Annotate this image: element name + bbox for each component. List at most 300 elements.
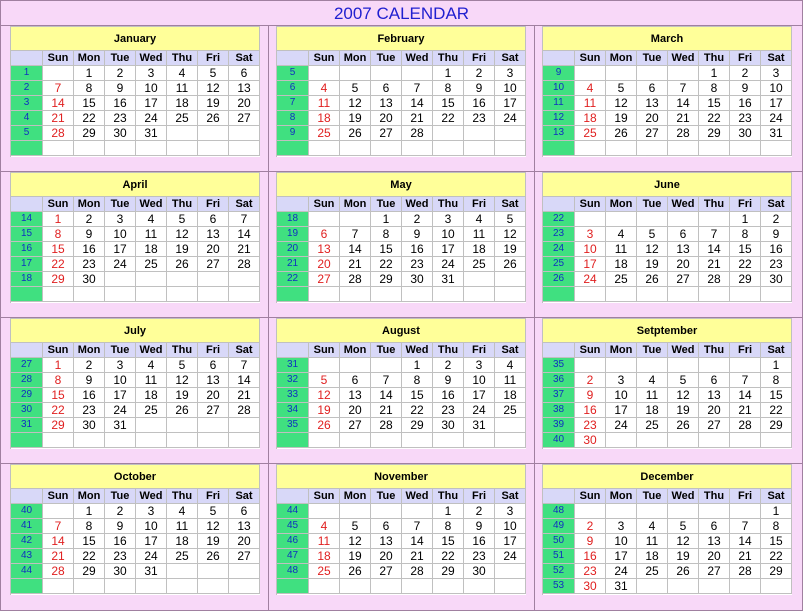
week-number: 32 (277, 373, 309, 388)
weekday-header-thu: Thu (167, 51, 198, 66)
weekday-header-sat: Sat (495, 51, 526, 66)
month-december (542, 464, 792, 595)
weekday-header-mon: Mon (606, 197, 637, 212)
day-cell: 8 (730, 227, 761, 242)
day-cell: 17 (464, 388, 495, 403)
day-cell: 5 (637, 227, 668, 242)
day-cell: 7 (43, 81, 74, 96)
empty-day-cell (606, 433, 637, 448)
day-cell: 23 (575, 564, 606, 579)
day-cell: 5 (495, 212, 526, 227)
day-cell: 18 (136, 242, 167, 257)
empty-day-cell (668, 433, 699, 448)
day-cell: 2 (74, 212, 105, 227)
day-cell: 15 (74, 534, 105, 549)
day-cell: 4 (309, 81, 340, 96)
day-cell: 14 (402, 96, 433, 111)
month-july (10, 318, 260, 449)
weekday-header-sun: Sun (309, 343, 340, 358)
weekday-header-wed: Wed (668, 343, 699, 358)
day-cell: 8 (74, 519, 105, 534)
empty-day-cell (309, 287, 340, 302)
day-cell: 29 (371, 272, 402, 287)
weekday-header-tue: Tue (371, 489, 402, 504)
day-cell: 13 (637, 96, 668, 111)
week-number (277, 433, 309, 448)
day-cell: 27 (699, 418, 730, 433)
week-number: 9 (543, 66, 575, 81)
day-cell: 26 (668, 418, 699, 433)
day-cell: 22 (433, 549, 464, 564)
weekday-header-sat: Sat (495, 343, 526, 358)
day-cell: 15 (74, 96, 105, 111)
day-cell: 31 (136, 126, 167, 141)
empty-day-cell (198, 564, 229, 579)
week-header-blank (11, 197, 43, 212)
day-cell: 10 (495, 81, 526, 96)
week-number: 22 (277, 272, 309, 287)
day-cell: 18 (464, 242, 495, 257)
empty-day-cell (43, 287, 74, 302)
week-header-blank (543, 197, 575, 212)
day-cell: 4 (167, 504, 198, 519)
day-cell: 2 (730, 66, 761, 81)
day-cell: 31 (606, 579, 637, 594)
empty-day-cell (340, 141, 371, 156)
day-cell: 9 (74, 227, 105, 242)
day-cell: 4 (136, 212, 167, 227)
day-cell: 22 (74, 549, 105, 564)
day-cell: 11 (136, 373, 167, 388)
day-cell: 31 (136, 564, 167, 579)
day-cell: 23 (105, 111, 136, 126)
week-number: 51 (543, 549, 575, 564)
day-cell: 19 (340, 549, 371, 564)
empty-day-cell (167, 272, 198, 287)
empty-day-cell (167, 433, 198, 448)
weekday-header-wed: Wed (136, 343, 167, 358)
day-cell: 20 (371, 111, 402, 126)
empty-day-cell (699, 504, 730, 519)
day-cell: 12 (340, 534, 371, 549)
empty-day-cell (699, 287, 730, 302)
day-cell: 5 (167, 212, 198, 227)
empty-day-cell (575, 287, 606, 302)
day-cell: 24 (433, 257, 464, 272)
week-number: 43 (11, 549, 43, 564)
day-cell: 21 (43, 111, 74, 126)
month-setptember (542, 318, 792, 449)
week-header-blank (277, 197, 309, 212)
empty-day-cell (371, 66, 402, 81)
day-cell: 30 (575, 579, 606, 594)
week-number: 47 (277, 549, 309, 564)
day-cell: 2 (74, 358, 105, 373)
day-cell: 30 (402, 272, 433, 287)
week-header-blank (277, 489, 309, 504)
week-number: 40 (11, 504, 43, 519)
day-cell: 28 (229, 257, 260, 272)
day-cell: 6 (340, 373, 371, 388)
empty-day-cell (136, 433, 167, 448)
empty-day-cell (637, 504, 668, 519)
week-number: 11 (543, 96, 575, 111)
day-cell: 1 (761, 504, 792, 519)
month-title: March (543, 27, 792, 51)
weekday-header-thu: Thu (167, 489, 198, 504)
day-cell: 12 (198, 81, 229, 96)
day-cell: 7 (699, 227, 730, 242)
month-title: June (543, 173, 792, 197)
empty-day-cell (229, 287, 260, 302)
day-cell: 10 (105, 227, 136, 242)
day-cell: 31 (761, 126, 792, 141)
day-cell: 12 (637, 242, 668, 257)
day-cell: 27 (198, 257, 229, 272)
day-cell: 6 (198, 212, 229, 227)
day-cell: 18 (167, 96, 198, 111)
weekday-header-thu: Thu (167, 197, 198, 212)
month-title: October (11, 465, 260, 489)
day-cell: 1 (433, 504, 464, 519)
day-cell: 27 (229, 549, 260, 564)
day-cell: 17 (606, 549, 637, 564)
day-cell: 3 (575, 227, 606, 242)
day-cell: 1 (43, 358, 74, 373)
day-cell: 6 (699, 373, 730, 388)
day-cell: 18 (606, 257, 637, 272)
day-cell: 16 (74, 388, 105, 403)
day-cell: 4 (309, 519, 340, 534)
day-cell: 8 (433, 81, 464, 96)
weekday-header-thu: Thu (433, 197, 464, 212)
day-cell: 8 (371, 227, 402, 242)
day-cell: 17 (136, 96, 167, 111)
day-cell: 5 (668, 519, 699, 534)
empty-day-cell (43, 579, 74, 594)
day-cell: 21 (229, 242, 260, 257)
month-title: April (11, 173, 260, 197)
day-cell: 16 (464, 96, 495, 111)
empty-day-cell (74, 433, 105, 448)
empty-day-cell (340, 212, 371, 227)
day-cell: 23 (74, 403, 105, 418)
day-cell: 6 (637, 81, 668, 96)
empty-day-cell (761, 287, 792, 302)
empty-day-cell (136, 272, 167, 287)
day-cell: 11 (136, 227, 167, 242)
day-cell: 8 (402, 373, 433, 388)
day-cell: 9 (464, 519, 495, 534)
day-cell: 21 (402, 111, 433, 126)
day-cell: 27 (309, 272, 340, 287)
empty-day-cell (699, 433, 730, 448)
day-cell: 18 (495, 388, 526, 403)
empty-day-cell (371, 141, 402, 156)
day-cell: 22 (43, 403, 74, 418)
empty-day-cell (730, 358, 761, 373)
day-cell: 11 (167, 81, 198, 96)
empty-day-cell (229, 272, 260, 287)
day-cell: 22 (74, 111, 105, 126)
weekday-header-sun: Sun (309, 197, 340, 212)
empty-day-cell (606, 141, 637, 156)
day-cell: 25 (136, 403, 167, 418)
empty-day-cell (637, 212, 668, 227)
weekday-header-sun: Sun (309, 489, 340, 504)
empty-day-cell (606, 358, 637, 373)
weekday-header-sat: Sat (495, 197, 526, 212)
weekday-header-sat: Sat (761, 489, 792, 504)
day-cell: 27 (637, 126, 668, 141)
weekday-header-mon: Mon (606, 489, 637, 504)
day-cell: 18 (309, 549, 340, 564)
week-number (277, 287, 309, 302)
day-cell: 21 (229, 388, 260, 403)
day-cell: 20 (699, 403, 730, 418)
weekday-header-sun: Sun (575, 489, 606, 504)
day-cell: 10 (606, 534, 637, 549)
day-cell: 5 (606, 81, 637, 96)
day-cell: 20 (699, 549, 730, 564)
day-cell: 12 (198, 519, 229, 534)
day-cell: 13 (309, 242, 340, 257)
weekday-header-fri: Fri (730, 343, 761, 358)
empty-day-cell (340, 287, 371, 302)
day-cell: 28 (402, 126, 433, 141)
week-number: 39 (543, 418, 575, 433)
empty-day-cell (229, 564, 260, 579)
day-cell: 14 (668, 96, 699, 111)
empty-day-cell (637, 579, 668, 594)
empty-day-cell (371, 358, 402, 373)
weekday-header-sun: Sun (309, 51, 340, 66)
weekday-header-mon: Mon (74, 197, 105, 212)
weekday-header-fri: Fri (730, 51, 761, 66)
empty-day-cell (340, 433, 371, 448)
day-cell: 23 (464, 549, 495, 564)
day-cell: 28 (730, 418, 761, 433)
day-cell: 30 (105, 564, 136, 579)
weekday-header-thu: Thu (699, 343, 730, 358)
day-cell: 17 (105, 388, 136, 403)
weekday-header-tue: Tue (105, 343, 136, 358)
week-number (11, 287, 43, 302)
weekday-header-wed: Wed (668, 51, 699, 66)
day-cell: 1 (74, 504, 105, 519)
day-cell: 19 (340, 111, 371, 126)
month-november (276, 464, 526, 595)
empty-day-cell (229, 141, 260, 156)
day-cell: 19 (668, 403, 699, 418)
empty-day-cell (167, 126, 198, 141)
day-cell: 15 (433, 534, 464, 549)
empty-day-cell (309, 141, 340, 156)
day-cell: 12 (495, 227, 526, 242)
empty-day-cell (198, 287, 229, 302)
day-cell: 10 (433, 227, 464, 242)
day-cell: 13 (198, 373, 229, 388)
weekday-header-thu: Thu (433, 51, 464, 66)
week-number: 4 (11, 111, 43, 126)
day-cell: 14 (43, 534, 74, 549)
day-cell: 13 (668, 242, 699, 257)
weekday-header-thu: Thu (699, 197, 730, 212)
week-number: 23 (543, 227, 575, 242)
empty-day-cell (668, 66, 699, 81)
day-cell: 16 (433, 388, 464, 403)
day-cell: 15 (761, 534, 792, 549)
day-cell: 6 (699, 519, 730, 534)
week-header-blank (277, 51, 309, 66)
day-cell: 25 (167, 549, 198, 564)
weekday-header-sun: Sun (43, 51, 74, 66)
day-cell: 28 (402, 564, 433, 579)
weekday-header-thu: Thu (699, 51, 730, 66)
day-cell: 11 (464, 227, 495, 242)
day-cell: 23 (402, 257, 433, 272)
day-cell: 3 (105, 358, 136, 373)
empty-day-cell (136, 287, 167, 302)
day-cell: 8 (433, 519, 464, 534)
day-cell: 1 (402, 358, 433, 373)
day-cell: 28 (730, 564, 761, 579)
empty-day-cell (761, 433, 792, 448)
day-cell: 26 (668, 564, 699, 579)
empty-day-cell (495, 433, 526, 448)
day-cell: 20 (229, 534, 260, 549)
empty-day-cell (668, 358, 699, 373)
empty-day-cell (74, 579, 105, 594)
day-cell: 22 (699, 111, 730, 126)
empty-day-cell (464, 287, 495, 302)
day-cell: 24 (464, 403, 495, 418)
weekday-header-wed: Wed (402, 51, 433, 66)
day-cell: 25 (309, 126, 340, 141)
day-cell: 29 (74, 126, 105, 141)
day-cell: 26 (198, 111, 229, 126)
week-number: 18 (277, 212, 309, 227)
weekday-header-tue: Tue (105, 489, 136, 504)
day-cell: 25 (495, 403, 526, 418)
day-cell: 17 (136, 534, 167, 549)
day-cell: 13 (340, 388, 371, 403)
day-cell: 24 (495, 111, 526, 126)
day-cell: 6 (371, 81, 402, 96)
week-number: 48 (277, 564, 309, 579)
empty-day-cell (730, 504, 761, 519)
day-cell: 27 (229, 111, 260, 126)
empty-day-cell (309, 212, 340, 227)
day-cell: 17 (606, 403, 637, 418)
empty-day-cell (105, 272, 136, 287)
day-cell: 5 (668, 373, 699, 388)
day-cell: 20 (229, 96, 260, 111)
empty-day-cell (402, 141, 433, 156)
day-cell: 14 (340, 242, 371, 257)
day-cell: 5 (309, 373, 340, 388)
day-cell: 16 (402, 242, 433, 257)
day-cell: 20 (309, 257, 340, 272)
day-cell: 9 (433, 373, 464, 388)
weekday-header-tue: Tue (105, 51, 136, 66)
day-cell: 11 (309, 534, 340, 549)
day-cell: 24 (105, 403, 136, 418)
weekday-header-mon: Mon (606, 343, 637, 358)
day-cell: 9 (105, 519, 136, 534)
empty-day-cell (495, 126, 526, 141)
week-number (11, 433, 43, 448)
empty-day-cell (309, 66, 340, 81)
day-cell: 10 (575, 242, 606, 257)
empty-day-cell (309, 358, 340, 373)
month-title: December (543, 465, 792, 489)
day-cell: 31 (433, 272, 464, 287)
day-cell: 24 (136, 549, 167, 564)
day-cell: 1 (730, 212, 761, 227)
empty-day-cell (495, 141, 526, 156)
weekday-header-sun: Sun (575, 197, 606, 212)
weekday-header-sun: Sun (43, 197, 74, 212)
empty-day-cell (402, 433, 433, 448)
weekday-header-fri: Fri (198, 197, 229, 212)
day-cell: 9 (402, 227, 433, 242)
day-cell: 28 (699, 272, 730, 287)
empty-day-cell (136, 141, 167, 156)
day-cell: 15 (43, 242, 74, 257)
day-cell: 7 (730, 519, 761, 534)
day-cell: 13 (699, 388, 730, 403)
day-cell: 28 (668, 126, 699, 141)
week-header-blank (543, 343, 575, 358)
week-number: 13 (543, 126, 575, 141)
empty-day-cell (637, 287, 668, 302)
day-cell: 22 (761, 403, 792, 418)
month-april (10, 172, 260, 303)
weekday-header-mon: Mon (340, 51, 371, 66)
empty-day-cell (699, 358, 730, 373)
weekday-header-mon: Mon (340, 343, 371, 358)
day-cell: 6 (229, 66, 260, 81)
week-number: 50 (543, 534, 575, 549)
empty-day-cell (309, 504, 340, 519)
month-title: May (277, 173, 526, 197)
day-cell: 18 (637, 549, 668, 564)
day-cell: 18 (575, 111, 606, 126)
day-cell: 21 (699, 257, 730, 272)
day-cell: 30 (74, 272, 105, 287)
day-cell: 3 (606, 373, 637, 388)
empty-day-cell (606, 287, 637, 302)
day-cell: 28 (43, 126, 74, 141)
empty-day-cell (464, 433, 495, 448)
day-cell: 12 (668, 534, 699, 549)
empty-day-cell (433, 126, 464, 141)
day-cell: 28 (229, 403, 260, 418)
empty-day-cell (495, 287, 526, 302)
day-cell: 13 (229, 519, 260, 534)
day-cell: 3 (136, 504, 167, 519)
day-cell: 30 (433, 418, 464, 433)
day-cell: 25 (464, 257, 495, 272)
empty-day-cell (464, 141, 495, 156)
week-number: 10 (543, 81, 575, 96)
day-cell: 16 (464, 534, 495, 549)
day-cell: 7 (402, 519, 433, 534)
day-cell: 6 (198, 358, 229, 373)
day-cell: 13 (371, 96, 402, 111)
week-header-blank (11, 343, 43, 358)
